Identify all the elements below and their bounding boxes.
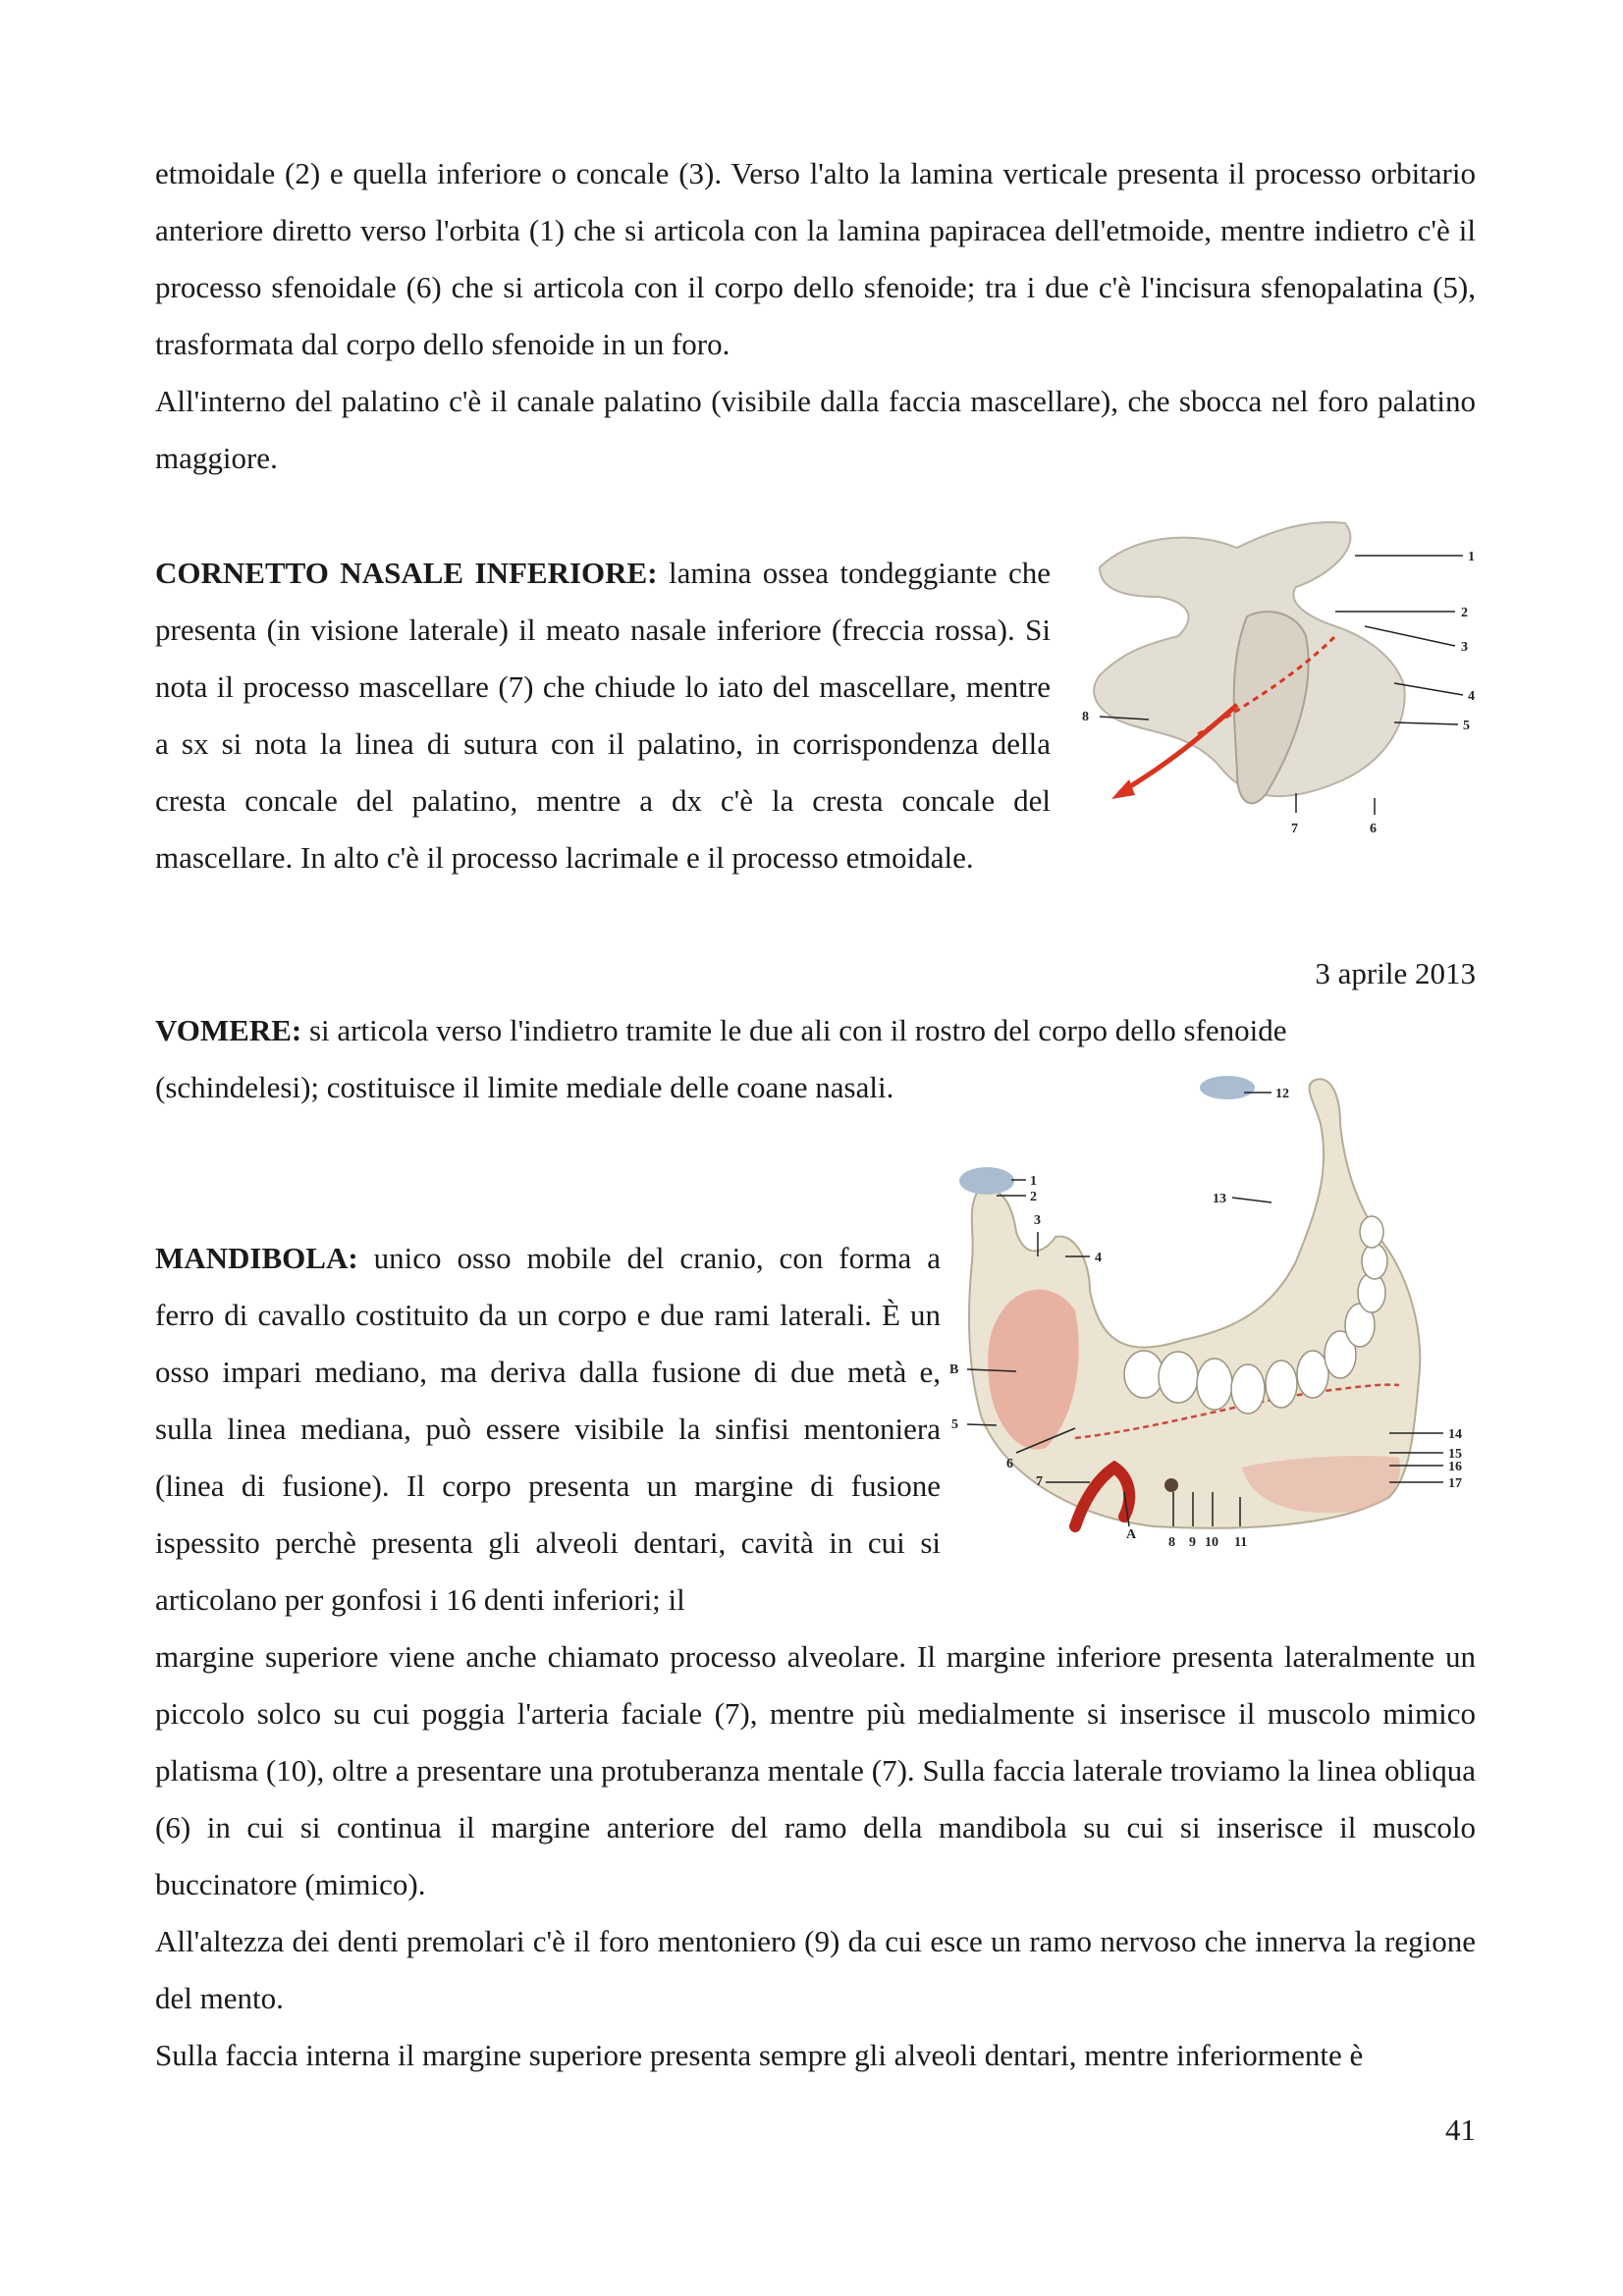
mandible-label-11: 11	[1234, 1535, 1248, 1550]
page-number: 41	[1445, 2112, 1476, 2147]
paragraph-palatino-lamina: etmoidale (2) e quella inferiore o concale (3). Verso l'alto la lamina verticale presenta il processo orbitario anteriore diretto verso l'orbita (1) che si articola con la lamina papiracea dell'etmoide, mentre indietro c'è il processo sfenoidale (6) che si articola con il corpo dello sfenoide; tra i due c'è l'incisura sfenopalatina (5), trasformata dal corpo dello sfenoide in un foro.	[155, 156, 1476, 361]
mandible-label-12: 12	[1275, 1087, 1289, 1101]
mandible-label-7: 7	[1036, 1474, 1043, 1489]
mandible-label-13: 13	[1213, 1192, 1226, 1206]
mandible-label-17: 17	[1448, 1476, 1462, 1491]
mandibola-figure	[928, 1065, 1478, 1595]
paragraph-mandibola	[155, 1230, 941, 1629]
mandible-label-2: 2	[1030, 1190, 1037, 1204]
mandible-label-1: 1	[1030, 1174, 1037, 1189]
mental-foramen	[1164, 1478, 1178, 1492]
paragraph-vomere-line2: (schindelesi); costituisce il limite mediale delle coane nasali.	[155, 1070, 894, 1104]
mandible-label-5: 5	[951, 1417, 958, 1432]
paragraph-mandibola-cont: margine superiore viene anche chiamato processo alveolare. Il margine inferiore presenta lateralmente un piccolo solco su cui poggia l'arteria faciale (7), mentre più medialmente si inserisce il muscolo mimico platisma (10), oltre a presentare una protuberanza mentale (7). Sulla faccia laterale troviamo la linea obliqua (6) in cui si continua il margine anteriore del ramo della mandibola su cui si inserisce il muscolo buccinatore (mimico).	[155, 1639, 1476, 1901]
condyle-cartilage-right	[1200, 1076, 1255, 1099]
mandible-label-3: 3	[1034, 1213, 1041, 1228]
cornetto-text: lamina ossea tondeggiante che presenta (in visione laterale) il meato nasale inferiore (freccia rossa). Si nota il processo mascellare (7) che chiude lo iato del mascellare, mentre a sx si nota la linea di sutura con il palatino, in corrispondenza della cresta concale del palatino, mentre a dx c'è la cresta concale del mascellare. In alto c'è il processo lacrimale e il processo etmoidale.	[155, 556, 1051, 875]
mandible-label-4: 4	[1095, 1251, 1102, 1265]
heading-mandibola: MANDIBOLA:	[155, 1241, 358, 1275]
condyle-cartilage-left	[959, 1167, 1014, 1195]
mandible-label-B: B	[949, 1362, 959, 1377]
heading-cornetto-nasale: CORNETTO NASALE INFERIORE:	[155, 556, 658, 590]
cornetto-nasale-figure	[1070, 508, 1492, 862]
mandible-label-6: 6	[1006, 1457, 1013, 1471]
mandible-label-A: A	[1126, 1527, 1137, 1542]
mandible-label-15: 15	[1448, 1447, 1462, 1462]
concha-label-8: 8	[1082, 710, 1089, 724]
paragraph-vomere-line1	[155, 1002, 1476, 1059]
vomere-text-a: si articola verso l'indietro tramite le due ali con il rostro del corpo dello sfenoide	[308, 1013, 1287, 1047]
concha-label-4: 4	[1468, 689, 1475, 704]
concha-label-3: 3	[1461, 640, 1468, 655]
paragraph-foro-mentoniero: All'altezza dei denti premolari c'è il foro mentoniero (9) da cui esce un ramo nervoso che innerva la regione del mento.	[155, 1924, 1476, 2015]
mandible-label-16: 16	[1448, 1460, 1462, 1474]
paragraph-cornetto-nasale	[155, 545, 1051, 886]
concha-label-1: 1	[1468, 550, 1475, 564]
meatus-arrowhead	[1111, 779, 1135, 799]
paragraph-canale-palatino: All'interno del palatino c'è il canale palatino (visibile dalla faccia mascellare), che sbocca nel foro palatino maggiore.	[155, 384, 1476, 475]
date-label: 3 aprile 2013	[1315, 956, 1476, 990]
mandible-label-8: 8	[1168, 1535, 1175, 1550]
mandible-label-14: 14	[1448, 1427, 1462, 1442]
concha-label-5: 5	[1463, 719, 1470, 733]
concha-label-6: 6	[1370, 822, 1377, 836]
mandible-label-9: 9	[1189, 1535, 1196, 1550]
concha-label-2: 2	[1461, 606, 1468, 620]
paragraph-faccia-interna: Sulla faccia interna il margine superiore presenta sempre gli alveoli dentari, mentre inferiormente è	[155, 2038, 1364, 2072]
concha-label-7: 7	[1291, 822, 1298, 836]
heading-vomere: VOMERE:	[155, 1013, 302, 1047]
mandibola-text-a: unico osso mobile del cranio, con forma a ferro di cavallo costituito da un corpo e due rami laterali. È un osso impari mediano, ma deriva dalla fusione di due metà e, sulla linea mediana, può essere visibile la sinfisi mentoniera (linea di fusione). Il corpo presenta un margine di fusione ispessito perchè presenta gli alveoli dentari, cavità in cui si articolano per gonfosi i 16 denti inferiori; il	[155, 1241, 941, 1617]
mandible-label-10: 10	[1205, 1535, 1218, 1550]
